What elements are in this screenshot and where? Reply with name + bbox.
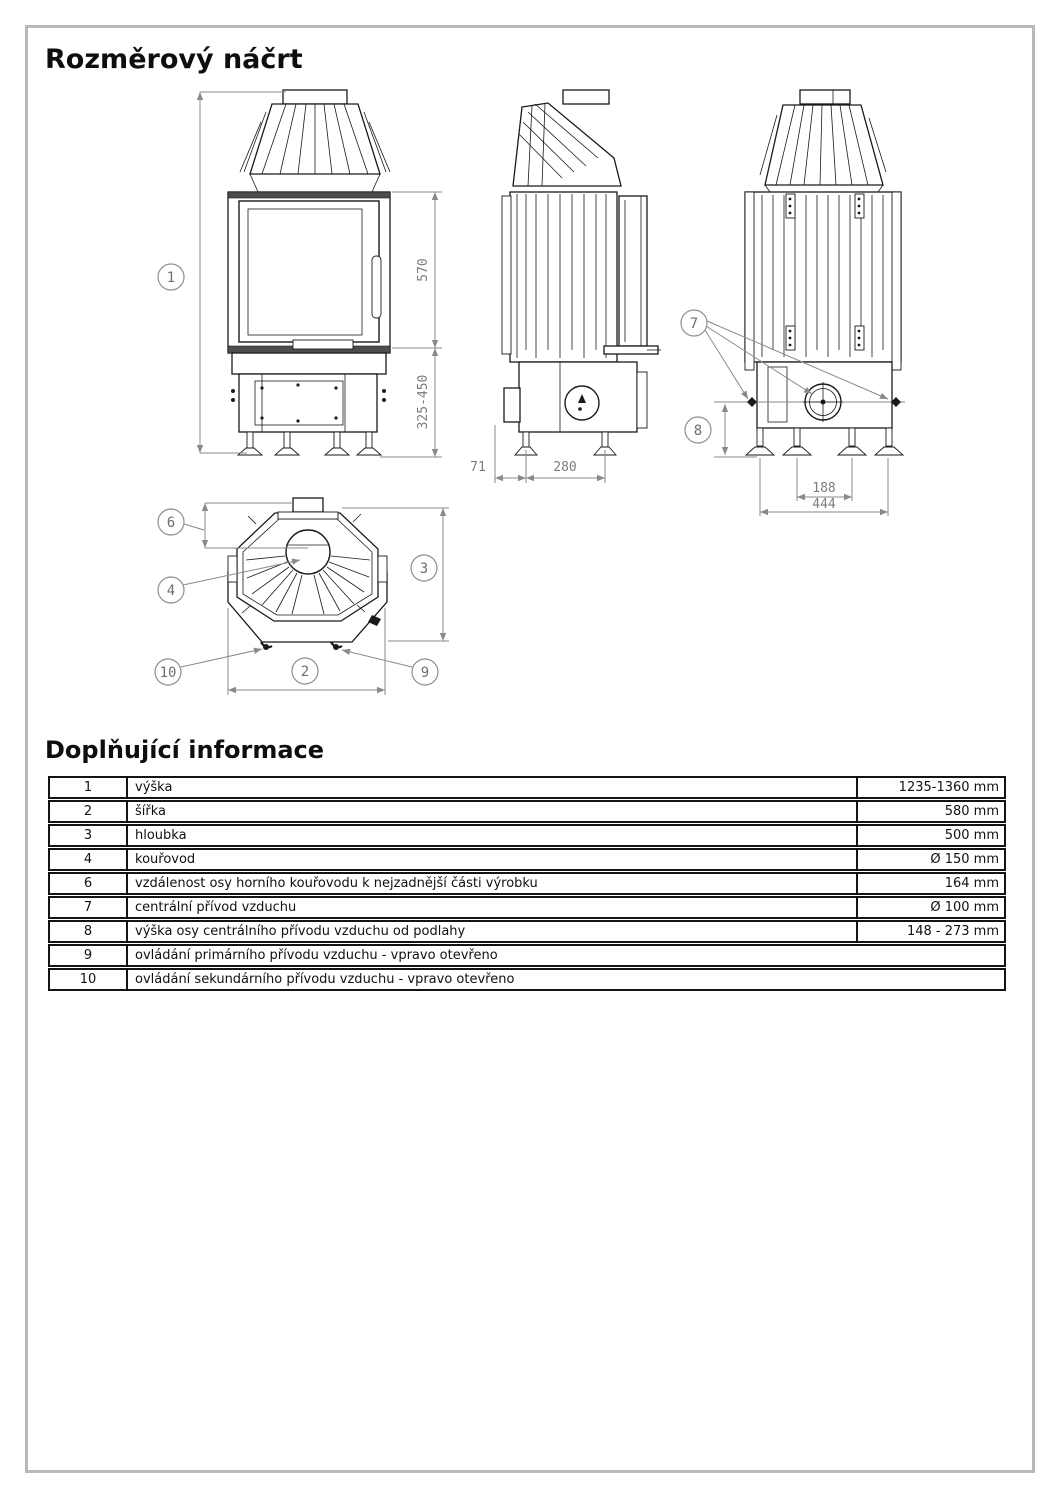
svg-text:7: 7	[689, 316, 699, 332]
row-label: vzdálenost osy horního kouřovodu k nejzadnější části výrobku	[135, 876, 538, 891]
table-row	[48, 800, 1006, 823]
callout-9	[412, 659, 438, 685]
row-label: šířka	[135, 804, 166, 819]
row-number: 6	[50, 874, 128, 893]
row-value: 148 - 273 mm	[856, 922, 1004, 941]
row-number: 7	[50, 898, 128, 917]
svg-text:6: 6	[166, 515, 176, 531]
rear-view-drawing	[681, 90, 905, 516]
callout-8	[685, 417, 711, 443]
row-label: ovládání primárního přívodu vzduchu - vpravo otevřeno	[135, 948, 498, 963]
section-title-additional-info: Doplňující informace	[45, 736, 325, 764]
svg-text:8: 8	[693, 423, 703, 439]
callout-7	[681, 310, 707, 336]
table-row	[48, 872, 1006, 895]
table-row	[48, 824, 1006, 847]
row-value: 1235-1360 mm	[856, 778, 1004, 797]
row-value: Ø 100 mm	[856, 898, 1004, 917]
svg-text:9: 9	[420, 665, 430, 681]
svg-text:4: 4	[166, 583, 176, 599]
svg-text:2: 2	[300, 664, 310, 680]
row-number: 8	[50, 922, 128, 941]
callout-3	[411, 555, 437, 581]
callout-4	[158, 577, 184, 603]
dim-label-570: 570	[416, 258, 431, 282]
dim-label-188: 188	[812, 481, 836, 496]
dim-label-444: 444	[812, 497, 836, 512]
table-row	[48, 776, 1006, 799]
row-number: 4	[50, 850, 128, 869]
row-value: 500 mm	[856, 826, 1004, 845]
table-row	[48, 944, 1006, 967]
svg-text:10: 10	[159, 665, 177, 681]
svg-text:1: 1	[166, 270, 176, 286]
row-label: hloubka	[135, 828, 187, 843]
table-row	[48, 920, 1006, 943]
dim-label-325-450: 325-450	[416, 374, 431, 430]
section-title-dimensional-sketch: Rozměrový náčrt	[45, 44, 303, 75]
row-label: ovládání sekundárního přívodu vzduchu - vpravo otevřeno	[135, 972, 515, 987]
callout-10	[155, 659, 181, 685]
row-value: 580 mm	[856, 802, 1004, 821]
row-value: 164 mm	[856, 874, 1004, 893]
row-number: 1	[50, 778, 128, 797]
row-number: 2	[50, 802, 128, 821]
row-number: 9	[50, 946, 128, 965]
callout-2	[292, 658, 318, 684]
table-row	[48, 848, 1006, 871]
row-label: výška osy centrálního přívodu vzduchu od podlahy	[135, 924, 466, 939]
side-view-drawing	[470, 90, 661, 483]
row-number: 10	[50, 970, 128, 989]
callout-1	[158, 264, 184, 290]
table-row	[48, 968, 1006, 991]
callout-6	[158, 509, 184, 535]
top-view-drawing	[155, 498, 449, 695]
dim-label-71: 71	[470, 460, 486, 475]
row-label: centrální přívod vzduchu	[135, 900, 297, 915]
table-row	[48, 896, 1006, 919]
svg-text:3: 3	[419, 561, 429, 577]
front-view-drawing	[158, 90, 442, 457]
row-label: kouřovod	[135, 852, 196, 867]
row-number: 3	[50, 826, 128, 845]
technical-drawing	[30, 85, 1030, 725]
row-label: výška	[135, 780, 173, 795]
dim-label-280: 280	[553, 460, 577, 475]
row-value: Ø 150 mm	[856, 850, 1004, 869]
info-table	[48, 776, 1006, 992]
